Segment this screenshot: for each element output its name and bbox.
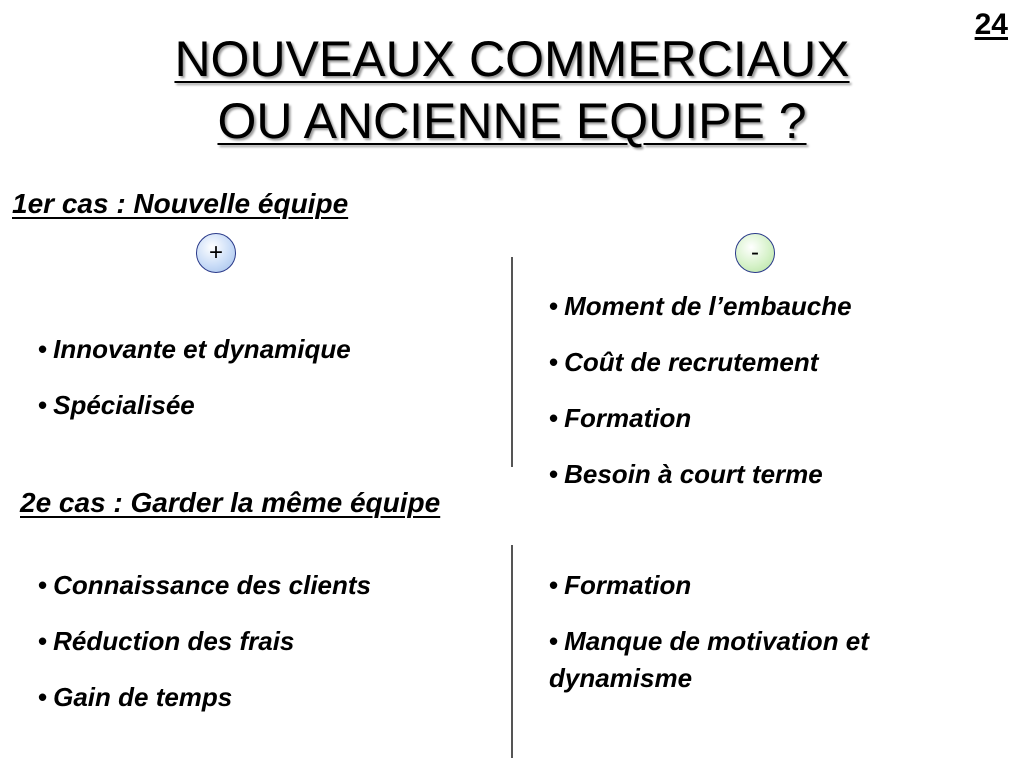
page-number: 24	[974, 8, 1008, 41]
list-item: • Formation	[549, 403, 692, 433]
list-item: • Besoin à court terme	[549, 459, 823, 489]
case2-divider	[511, 545, 513, 758]
case1-divider	[511, 257, 513, 467]
title-line-2: OU ANCIENNE EQUIPE ?	[217, 93, 807, 149]
minus-circle-icon: -	[735, 233, 775, 273]
case2-cons-list	[549, 567, 969, 716]
list-item: • Connaissance des clients	[38, 570, 372, 600]
list-item: • Formation	[549, 570, 692, 600]
list-item: • Manque de motivation et dynamisme	[549, 626, 869, 693]
case2-heading: 2e cas : Garder la même équipe	[20, 487, 441, 518]
case2-pros-list	[38, 567, 371, 735]
list-item: • Moment de l’embauche	[549, 291, 852, 321]
list-item: • Innovante et dynamique	[38, 334, 351, 364]
case1-pros-list	[38, 331, 351, 443]
list-item: • Spécialisée	[38, 390, 195, 420]
list-item: • Gain de temps	[38, 682, 233, 712]
case1-cons-list	[549, 288, 852, 512]
slide-title	[0, 28, 1024, 152]
case1-heading: 1er cas : Nouvelle équipe	[12, 188, 349, 219]
title-line-1: NOUVEAUX COMMERCIAUX	[174, 31, 850, 87]
list-item: • Coût de recrutement	[549, 347, 819, 377]
plus-circle-icon: +	[196, 233, 236, 273]
list-item: • Réduction des frais	[38, 626, 295, 656]
